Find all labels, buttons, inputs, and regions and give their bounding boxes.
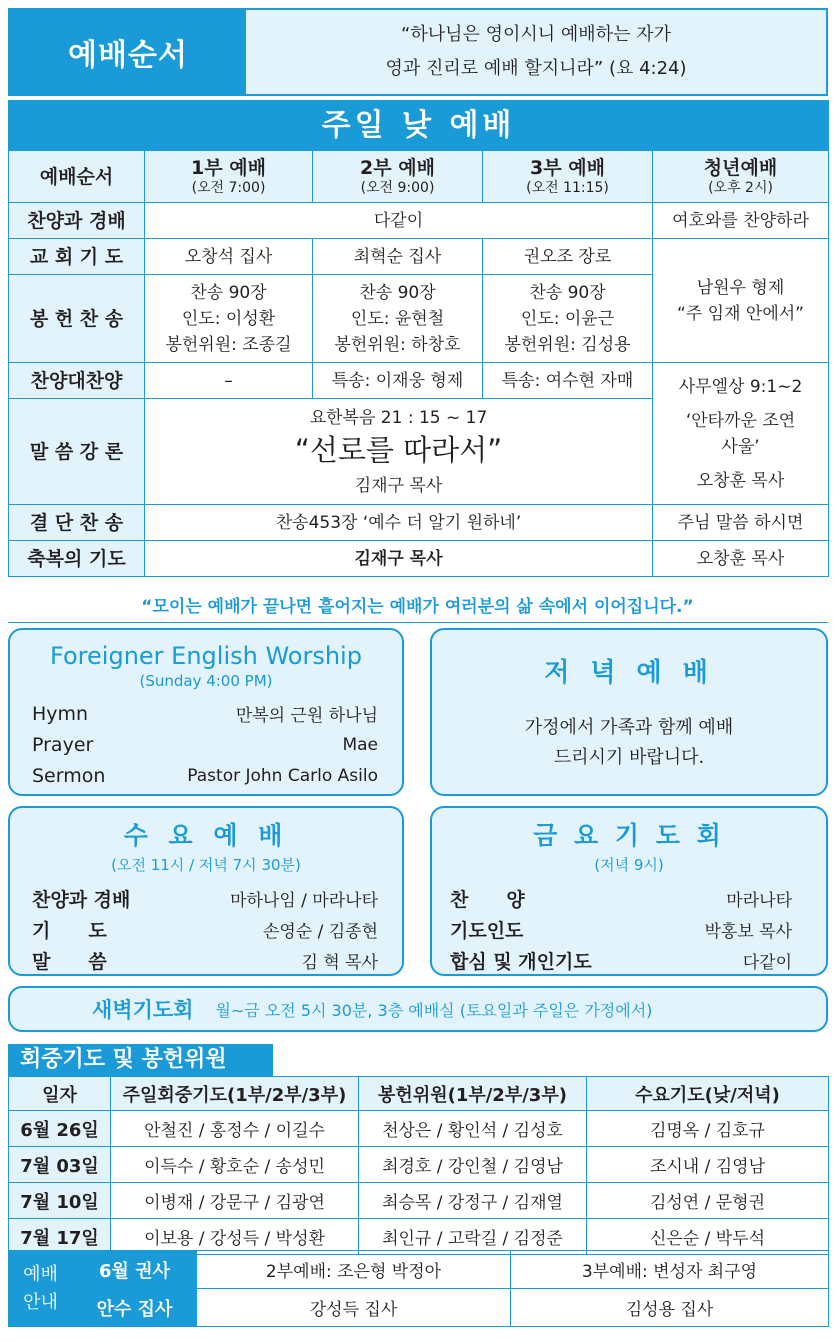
col-header-service-3: 3부 예배 (오전 11:15) <box>483 151 653 203</box>
evening-worship-text: 가정에서 가족과 함께 예배 드리시기 바랍니다. <box>524 717 734 768</box>
benediction-youth: 오창훈 목사 <box>653 541 829 577</box>
wed-row-praise: 찬양과 경배 마하나임 / 마라나타 <box>32 889 378 911</box>
guide-row1-service-2: 2부예배: 조은형 박정아 <box>197 1251 511 1289</box>
col-header-service-2: 2부 예배 (오전 9:00) <box>313 151 483 203</box>
row-label-benediction: 축복의 기도 <box>9 541 145 577</box>
friday-prayer-title: 금 요 기 도 회 <box>533 821 725 850</box>
dawn-prayer-title: 새벽기도회 <box>92 998 194 1022</box>
english-worship-title: Foreigner English Worship <box>50 642 362 670</box>
offering-service-1: 찬송 90장 인도: 이성환 봉헌위원: 조종길 <box>145 275 313 363</box>
evening-worship-box <box>430 628 828 796</box>
prayer-table <box>8 1076 829 1255</box>
guide-row2-service-3: 김성용 집사 <box>511 1289 829 1327</box>
worship-guide-table <box>8 1250 829 1327</box>
fri-row-together: 합심 및 개인기도 다같이 <box>450 951 792 973</box>
choir-service-3: 특송: 여수현 자매 <box>483 363 653 399</box>
prayer-service-2: 최혁순 집사 <box>313 239 483 275</box>
wed-row-sermon: 말 씀 김 혁 목사 <box>32 951 378 973</box>
youth-offering: 남원우 형제 “주 임재 안에서” <box>653 239 829 363</box>
col-header-service-1: 1부 예배 (오전 7:00) <box>145 151 313 203</box>
closing-youth: 주님 말씀 하시면 <box>653 505 829 541</box>
wednesday-worship-title: 수 요 예 배 <box>123 821 289 850</box>
verse-line-1: “하나님은 영이시니 예배하는 자가 <box>401 24 671 45</box>
english-row-sermon: Sermon Pastor John Carlo Asilo <box>32 764 378 787</box>
english-worship-box <box>8 628 404 796</box>
guide-label: 예배 안내 <box>9 1251 73 1327</box>
praise-youth: 여호와를 찬양하라 <box>653 203 829 239</box>
youth-sermon: 사무엘상 9:1∼2 ‘안타까운 조연 사울’ 오창훈 목사 <box>653 363 829 505</box>
prayer-service-1: 오창석 집사 <box>145 239 313 275</box>
divider <box>8 622 828 623</box>
header-verse <box>246 10 826 94</box>
table-row: 7월 03일 이득수 / 황호순 / 송성민 최경호 / 강인철 / 김영남 조시내 / 김영남 <box>9 1147 829 1183</box>
fri-row-leader: 기도인도 박홍보 목사 <box>450 920 792 942</box>
table-row: 7월 10일 이병재 / 강문구 / 김광연 최승목 / 강정구 / 김재열 김성연 / 문형권 <box>9 1183 829 1219</box>
verse-line-2: 영과 진리로 예배 할지니라” (요 4:24) <box>385 58 687 79</box>
sermon-title: “선로를 따라서” <box>294 432 503 467</box>
closing-all: 찬송453장 ‘예수 더 알기 원하네’ <box>145 505 653 541</box>
sermon-preacher: 김재구 목사 <box>354 475 443 496</box>
wednesday-worship-box <box>8 806 404 976</box>
sunday-service-table <box>8 100 829 577</box>
guide-row2-service-2: 강성득 집사 <box>197 1289 511 1327</box>
prayer-section-title: 회중기도 및 봉헌위원 <box>8 1044 273 1076</box>
guide-row1-service-3: 3부예배: 변성자 최구영 <box>511 1251 829 1289</box>
english-worship-time: (Sunday 4:00 PM) <box>139 672 273 690</box>
benediction-all: 김재구 목사 <box>145 541 653 577</box>
col-header-youth: 청년예배 (오후 2시) <box>653 151 829 203</box>
row-label-choir: 찬양대찬양 <box>9 363 145 399</box>
choir-service-2: 특송: 이재웅 형제 <box>313 363 483 399</box>
table-row: 6월 26일 안철진 / 홍정수 / 이길수 천상은 / 황인석 / 김성호 김명옥 / 김호규 <box>9 1111 829 1147</box>
friday-prayer-box <box>430 806 828 976</box>
row-label-praise: 찬양과 경배 <box>9 203 145 239</box>
friday-prayer-time: (저녁 9시) <box>594 856 664 874</box>
col-header-order: 예배순서 <box>9 151 145 203</box>
table-row: 7월 17일 이보용 / 강성득 / 박성환 최인규 / 고락길 / 김정준 신은순 / 박두석 <box>9 1219 829 1255</box>
row-label-offering: 봉 헌 찬 송 <box>9 275 145 363</box>
evening-worship-title: 저 녁 예 배 <box>544 658 714 688</box>
prayer-header-row: 일자 주일회중기도(1부/2부/3부) 봉헌위원(1부/2부/3부) 수요기도(낮/저녁) <box>9 1077 829 1111</box>
row-label-prayer: 교 회 기 도 <box>9 239 145 275</box>
prayer-service-3: 권오조 장로 <box>483 239 653 275</box>
sermon-reference: 요한복음 21 : 15 ~ 17 <box>309 407 488 428</box>
guide-row1-label: 6월 권사 <box>73 1251 197 1289</box>
row-label-closing: 결 단 찬 송 <box>9 505 145 541</box>
wed-row-prayer: 기 도 손영순 / 김종현 <box>32 920 378 942</box>
header <box>8 8 828 96</box>
sermon-all <box>145 399 653 505</box>
offering-service-3: 찬송 90장 인도: 이윤근 봉헌위원: 김성용 <box>483 275 653 363</box>
wednesday-worship-time: (오전 11시 / 저녁 7시 30분) <box>111 856 301 874</box>
header-label: 예배순서 <box>10 10 246 94</box>
service-banner: 주일 낮 예배 <box>9 101 829 151</box>
dawn-prayer-box <box>8 986 828 1032</box>
fri-row-praise: 찬 양 마라나타 <box>450 889 792 911</box>
guide-row2-label: 안수 집사 <box>73 1289 197 1327</box>
dawn-prayer-detail: 월∼금 오전 5시 30분, 3층 예배실 (토요일과 주일은 가정에서) <box>215 1000 653 1020</box>
worship-quote: “모이는 예배가 끝나면 흩어지는 예배가 여러분의 삶 속에서 이어집니다.” <box>141 597 694 617</box>
english-row-prayer: Prayer Mae <box>32 733 378 756</box>
offering-service-2: 찬송 90장 인도: 윤현철 봉헌위원: 하창호 <box>313 275 483 363</box>
praise-all: 다같이 <box>145 203 653 239</box>
row-label-sermon: 말 씀 강 론 <box>9 399 145 505</box>
choir-service-1: – <box>145 363 313 399</box>
english-row-hymn: Hymn 만복의 근원 하나님 <box>32 702 378 726</box>
